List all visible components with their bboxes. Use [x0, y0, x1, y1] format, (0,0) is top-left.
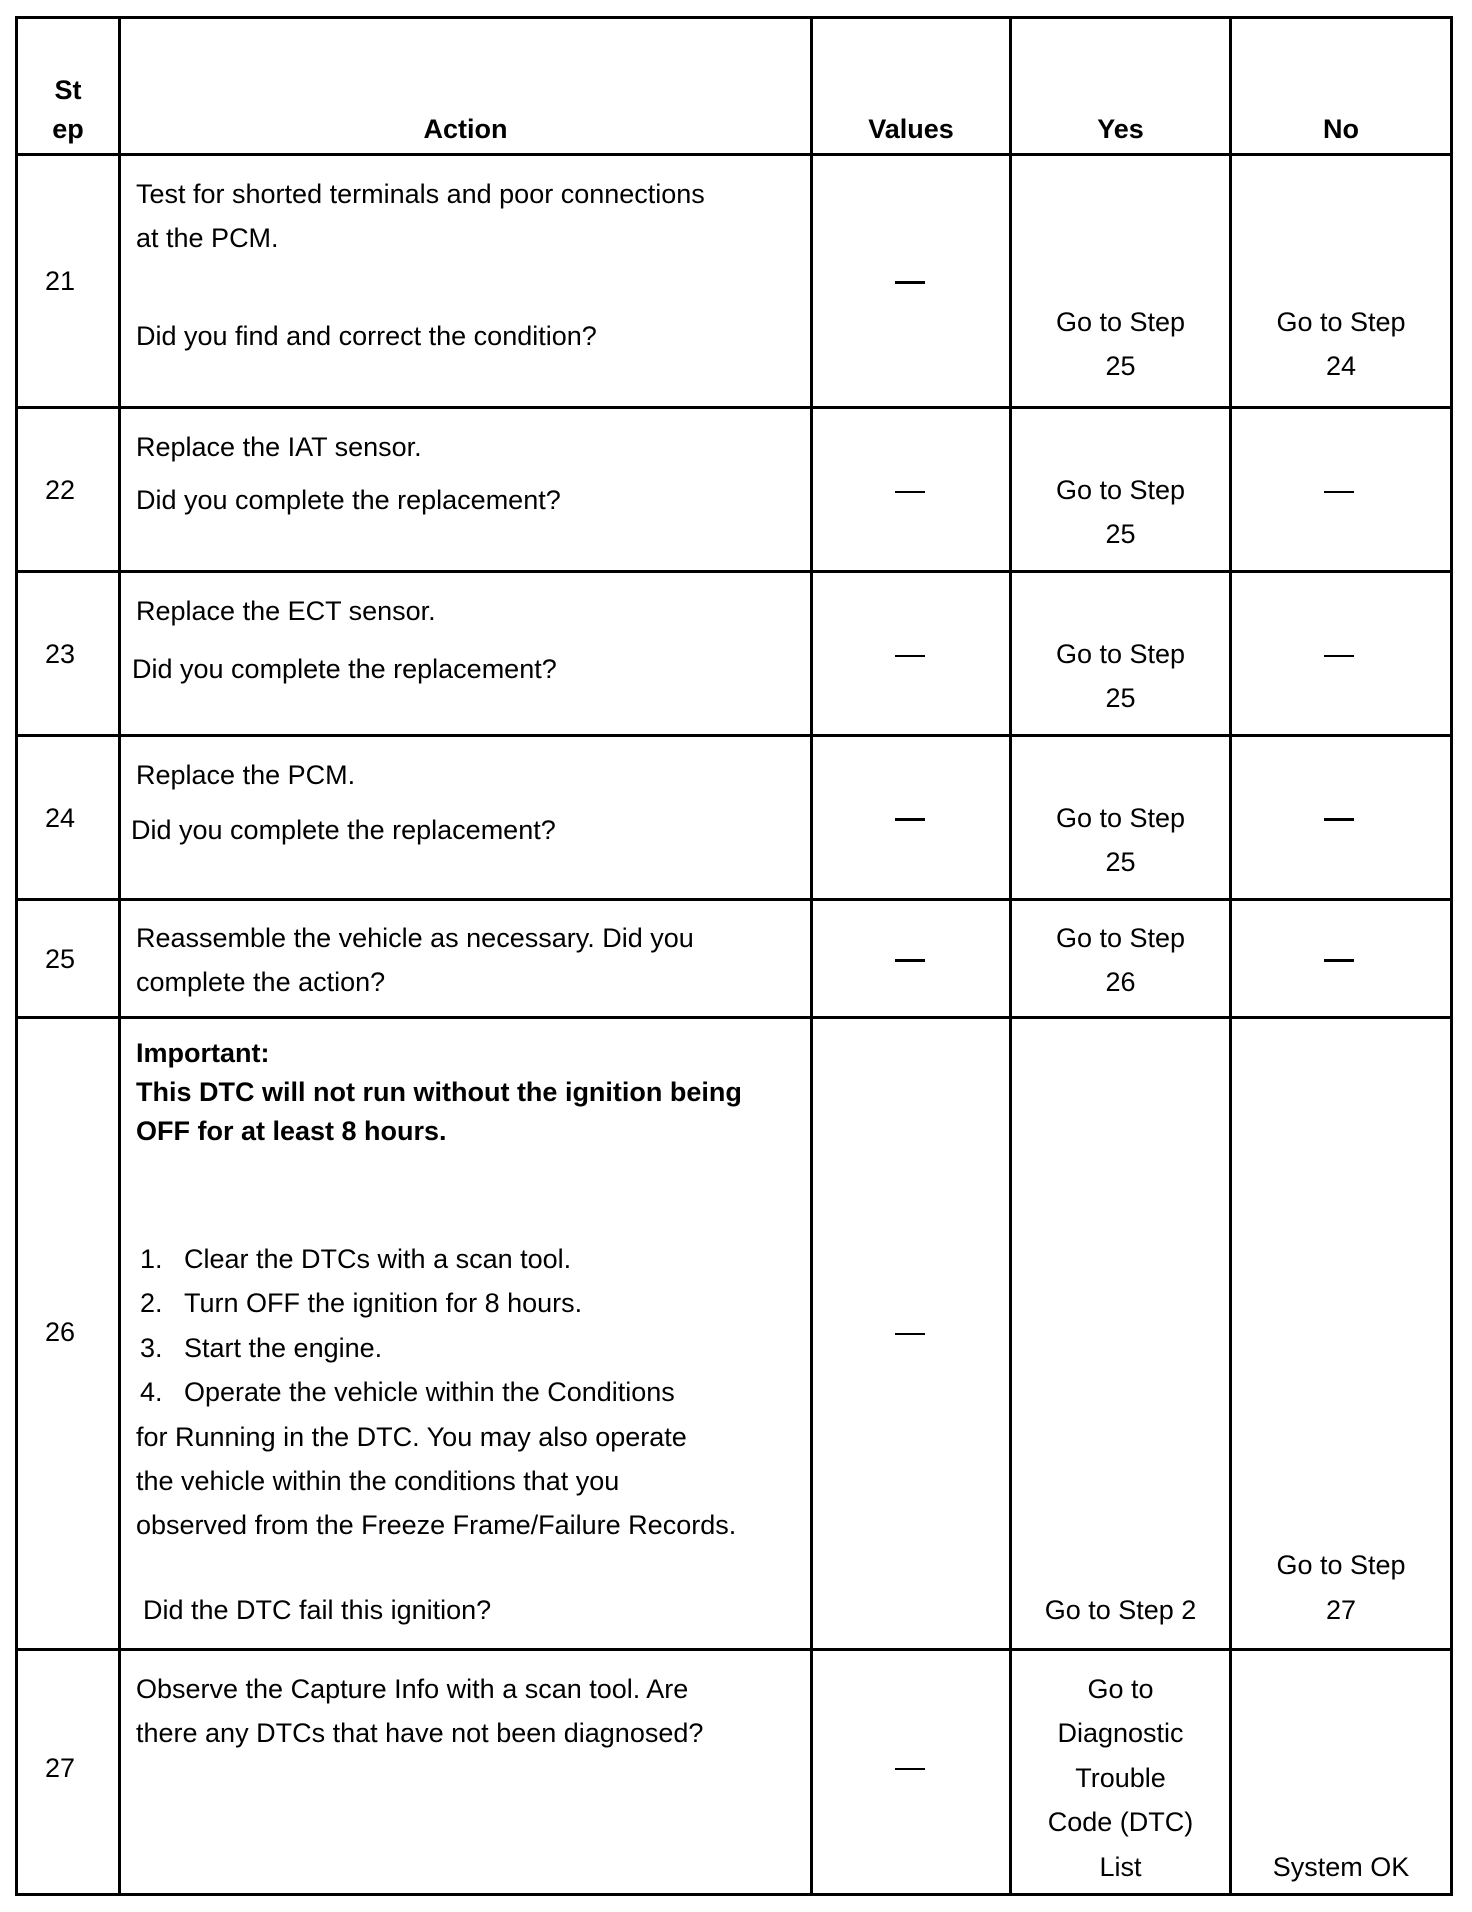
- action-text: at the PCM.: [136, 223, 279, 253]
- table-border-right: [1450, 16, 1453, 1896]
- yes-action: Go to Step: [1055, 639, 1186, 669]
- no-action: 27: [1325, 1595, 1357, 1625]
- no-action: System OK: [1272, 1852, 1410, 1882]
- list-number: 2.: [140, 1288, 163, 1318]
- values-dash: [895, 1768, 925, 1770]
- list-number: 1.: [140, 1244, 163, 1274]
- yes-action: Code (DTC): [1047, 1807, 1194, 1837]
- row-divider: [15, 734, 1453, 737]
- no-action: 24: [1325, 351, 1357, 381]
- yes-action: Go to Step 2: [1044, 1595, 1197, 1625]
- row-divider: [15, 1016, 1453, 1019]
- list-number: 3.: [140, 1333, 163, 1363]
- no-dash: [1324, 959, 1354, 962]
- values-dash: [895, 959, 925, 962]
- values-dash: [895, 1333, 925, 1335]
- yes-action: 25: [1105, 351, 1136, 381]
- action-question: Did the DTC fail this ignition?: [143, 1595, 492, 1625]
- no-dash: [1324, 491, 1354, 493]
- values-dash: [895, 491, 925, 493]
- values-dash: [895, 281, 925, 284]
- no-dash: [1324, 818, 1354, 821]
- row-divider: [15, 898, 1453, 901]
- list-item: Turn OFF the ignition for 8 hours.: [184, 1288, 583, 1318]
- list-item: Start the engine.: [184, 1333, 383, 1363]
- yes-action: 26: [1105, 967, 1136, 997]
- header-values: Values: [868, 114, 954, 144]
- yes-action: Go to Step: [1055, 923, 1186, 953]
- important-heading: Important:: [136, 1038, 270, 1068]
- values-dash: [895, 655, 925, 657]
- action-text: Test for shorted terminals and poor connections: [136, 179, 705, 209]
- row-divider: [15, 406, 1453, 409]
- no-action: Go to Step: [1276, 307, 1406, 337]
- list-number: 4.: [140, 1377, 163, 1407]
- action-question: Did you find and correct the condition?: [136, 321, 597, 351]
- yes-action: Go to Step: [1055, 803, 1186, 833]
- column-divider: [810, 16, 813, 1896]
- action-text: Observe the Capture Info with a scan tool. Are: [136, 1674, 689, 1704]
- yes-action: Go to: [1087, 1674, 1154, 1704]
- header-no: No: [1323, 114, 1359, 144]
- table-border-left: [15, 16, 18, 1896]
- action-text: Replace the PCM.: [136, 760, 356, 790]
- list-item: Clear the DTCs with a scan tool.: [184, 1244, 572, 1274]
- column-divider: [118, 16, 121, 1896]
- step-number: 27: [45, 1753, 76, 1783]
- header-step: ep: [52, 114, 84, 144]
- yes-action: 25: [1105, 683, 1136, 713]
- no-action: Go to Step: [1276, 1550, 1406, 1580]
- action-question: Did you complete the replacement?: [132, 654, 557, 684]
- step-number: 24: [45, 803, 76, 833]
- action-text: observed from the Freeze Frame/Failure Records.: [136, 1510, 737, 1540]
- action-text: Replace the ECT sensor.: [136, 596, 436, 626]
- table-border-top: [15, 16, 1453, 19]
- header-step: St: [54, 75, 82, 105]
- values-dash: [895, 818, 925, 821]
- no-dash: [1324, 655, 1354, 657]
- yes-action: Diagnostic: [1057, 1718, 1184, 1748]
- yes-action: Trouble: [1075, 1763, 1166, 1793]
- action-text: for Running in the DTC. You may also operate: [136, 1422, 687, 1452]
- yes-action: Go to Step: [1055, 475, 1186, 505]
- action-text: Replace the IAT sensor.: [136, 432, 422, 462]
- step-number: 23: [45, 639, 76, 669]
- header-yes: Yes: [1097, 114, 1144, 144]
- action-question: there any DTCs that have not been diagnosed?: [136, 1718, 704, 1748]
- step-number: 22: [45, 475, 76, 505]
- important-text: This DTC will not run without the ignition being: [136, 1077, 742, 1107]
- action-text: the vehicle within the conditions that you: [136, 1466, 620, 1496]
- action-text: complete the action?: [136, 967, 386, 997]
- step-number: 25: [45, 944, 76, 974]
- header-action: Action: [423, 114, 508, 144]
- row-divider: [15, 570, 1453, 573]
- row-divider: [15, 1648, 1453, 1651]
- action-question: Did you complete the replacement?: [136, 485, 561, 515]
- yes-action: 25: [1105, 519, 1136, 549]
- important-text: OFF for at least 8 hours.: [136, 1116, 447, 1146]
- action-question: Did you complete the replacement?: [131, 815, 556, 845]
- action-text: Reassemble the vehicle as necessary. Did you: [136, 923, 694, 953]
- step-number: 26: [45, 1317, 76, 1347]
- yes-action: List: [1099, 1852, 1142, 1882]
- yes-action: Go to Step: [1055, 307, 1186, 337]
- yes-action: 25: [1105, 847, 1136, 877]
- diagnostic-table: [15, 16, 1453, 1896]
- row-divider: [15, 153, 1453, 156]
- list-item: Operate the vehicle within the Conditions: [184, 1377, 675, 1407]
- table-border-bottom: [15, 1893, 1453, 1896]
- step-number: 21: [45, 266, 76, 296]
